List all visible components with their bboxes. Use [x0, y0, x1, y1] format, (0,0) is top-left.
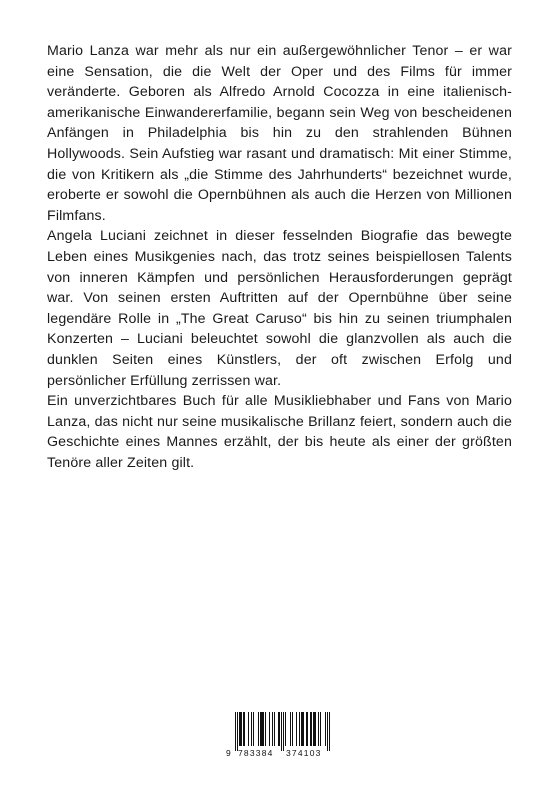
barcode-bars — [226, 712, 334, 752]
barcode-bar — [258, 712, 259, 746]
barcode-bar — [253, 712, 254, 746]
blurb-paragraph-2: Angela Luciani zeichnet in dieser fesselnden Biografie das bewegte Leben eines Musikgenies nach, das trotz seines beispiellosen Talents von inneren Kämpfen und persönlichen Herausforderungen geprägt war. Von seinen ersten Auftritten auf der Opernbühne über seine legendäre Rolle in „The Great Caruso“ bis hin zu seinen triumphalen Konzerten – Luciani beleuchtet sowohl die glanzvollen als auch die dunklen Seiten eines Künstlers, der oft zwischen Erfolg und persönlicher Erfüllung zerrissen war. — [47, 228, 512, 389]
barcode-bar — [274, 712, 275, 746]
barcode-bar — [302, 712, 303, 746]
barcode-bar — [313, 712, 314, 746]
barcode-bar — [301, 712, 302, 746]
barcode-bar — [278, 712, 279, 746]
barcode-bar — [251, 712, 252, 746]
barcode-guard-bar — [281, 712, 282, 751]
barcode-bar — [261, 712, 262, 746]
isbn-barcode — [226, 712, 334, 762]
barcode-guard-bar — [327, 712, 328, 751]
barcode-bar — [260, 712, 261, 746]
barcode-bar — [241, 712, 242, 746]
barcode-bar — [243, 712, 244, 746]
barcode-right-group: 374103 — [286, 748, 322, 758]
barcode-guard-bar — [283, 712, 284, 751]
barcode-bar — [307, 712, 308, 746]
blurb-text — [47, 41, 512, 473]
barcode-guard-bar — [235, 712, 236, 751]
barcode-left-group: 783384 — [238, 748, 274, 758]
barcode-bar — [262, 712, 263, 746]
barcode-guard-bar — [237, 712, 238, 751]
barcode-bar — [320, 712, 321, 746]
barcode-bar — [315, 712, 316, 746]
barcode-bar — [311, 712, 312, 746]
barcode-bar — [292, 712, 293, 746]
barcode-bar — [269, 712, 270, 746]
barcode-bar — [296, 712, 297, 746]
barcode-bar — [263, 712, 264, 746]
barcode-bar — [272, 712, 273, 746]
barcode-bar — [265, 712, 266, 746]
barcode-bar — [240, 712, 241, 746]
barcode-bar — [310, 712, 311, 746]
barcode-bar — [290, 712, 291, 746]
barcode-bar — [285, 712, 286, 746]
barcode-bar — [303, 712, 304, 746]
barcode-bar — [244, 712, 245, 746]
barcode-digits — [226, 748, 334, 760]
barcode-bar — [318, 712, 319, 746]
barcode-bar — [325, 712, 326, 746]
barcode-first-digit: 9 — [226, 748, 231, 758]
barcode-bar — [314, 712, 315, 746]
barcode-bar — [279, 712, 280, 746]
barcode-bar — [239, 712, 240, 746]
barcode-bar — [306, 712, 307, 746]
barcode-guard-bar — [329, 712, 330, 751]
barcode-bar — [248, 712, 249, 746]
blurb-paragraph-3: Ein unverzichtbares Buch für alle Musikliebhaber und Fans von Mario Lanza, das nicht nur seine musikalische Brillanz feiert, sondern auch die Geschichte eines Mannes erzählt, der bis heute als einer der größten Tenöre aller Zeiten gilt. — [47, 393, 512, 471]
blurb-paragraph-1: Mario Lanza war mehr als nur ein außergewöhnlicher Tenor – er war eine Sensation, die die Welt der Oper und des Films für immer veränderte. Geboren als Alfredo Arnold Cocozza in eine italienisch-amerikanische Einwandererfamilie, begann sein Weg von bescheidenen Anfängen in Philadelphia bis hin zu den strahlenden Bühnen Hollywoods. Sein Aufstieg war rasant und dramatisch: Mit einer Stimme, die von Kritikern als „die Stimme des Jahrhunderts“ bezeichnet wurde, eroberte er sowohl die Opernbühnen als auch die Herzen von Millionen Filmfans. — [47, 43, 512, 224]
barcode-bar — [299, 712, 300, 746]
